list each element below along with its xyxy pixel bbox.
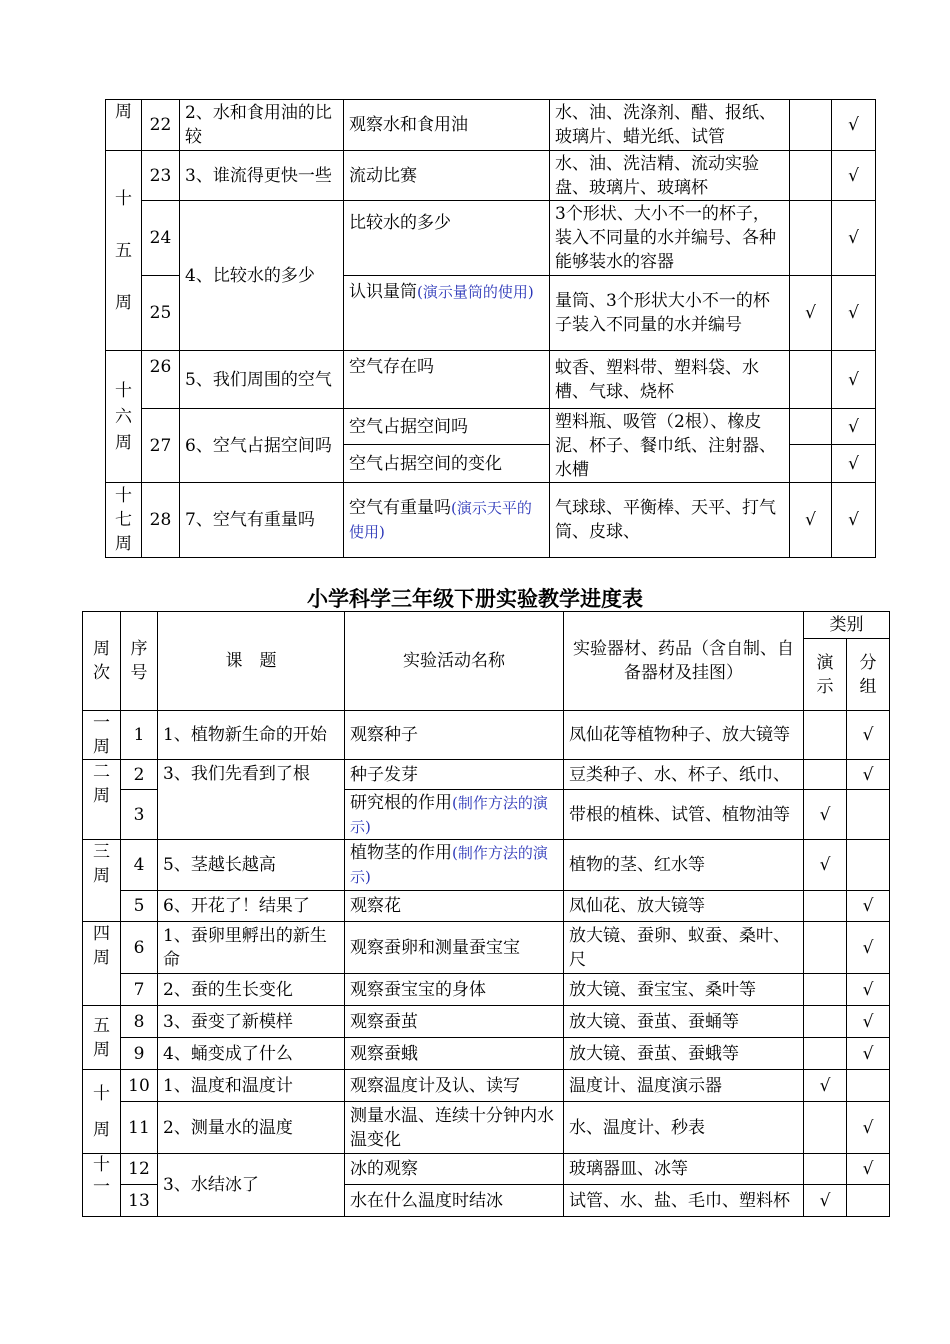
group-cell: √ [847, 711, 890, 760]
table-row [83, 760, 890, 790]
activity-cell: 观察温度计及认、读写 [345, 1070, 564, 1102]
activity-cell [344, 483, 550, 558]
activity-cell: 比较水的多少 [344, 201, 550, 276]
week-cell [83, 922, 121, 1006]
number-cell: 6 [121, 922, 158, 974]
topic-cell: 4、蛹变成了什么 [158, 1038, 345, 1070]
activity-cell: 观察蚕宝宝的身体 [345, 974, 564, 1006]
activity-label: 研究根的作用 [350, 792, 452, 813]
group-cell: √ [847, 760, 890, 790]
topic-cell: 3、蚕变了新模样 [158, 1006, 345, 1038]
number-cell: 25 [142, 276, 180, 351]
table-row [83, 1102, 890, 1154]
week-cell [106, 351, 142, 483]
number-cell: 27 [142, 409, 180, 483]
materials-cell: 量筒、3个形状大小不一的杯子装入不同量的水并编号 [550, 276, 790, 351]
activity-note: (演示量筒的使用) [417, 283, 534, 301]
demo-cell: √ [804, 790, 847, 840]
week-label: 三周 [93, 842, 110, 886]
table-row [83, 974, 890, 1006]
topic-cell: 2、测量水的温度 [158, 1102, 345, 1154]
activity-cell: 冰的观察 [345, 1154, 564, 1185]
week-cell [83, 1006, 121, 1070]
topic-cell: 5、茎越长越高 [158, 840, 345, 891]
week-label: 一周 [93, 713, 110, 757]
topic-cell: 1、植物新生命的开始 [158, 711, 345, 760]
demo-cell [790, 351, 832, 409]
table-row [83, 711, 890, 760]
demo-cell [804, 922, 847, 974]
table-row [83, 840, 890, 891]
week-label: 十七周 [115, 486, 132, 554]
week-cell [83, 1070, 121, 1154]
group-cell: √ [847, 1038, 890, 1070]
table-row [83, 1154, 890, 1185]
group-cell: √ [832, 100, 876, 151]
group-cell: √ [832, 276, 876, 351]
number-cell: 9 [121, 1038, 158, 1070]
materials-cell: 玻璃器皿、冰等 [564, 1154, 804, 1185]
materials-cell: 豆类种子、水、杯子、纸巾、 [564, 760, 804, 790]
topic-cell: 4、比较水的多少 [180, 201, 344, 351]
materials-cell: 带根的植株、试管、植物油等 [564, 790, 804, 840]
group-cell: √ [847, 1154, 890, 1185]
header-category: 类别 [804, 612, 890, 639]
schedule-table [82, 611, 890, 1217]
topic-cell: 7、空气有重量吗 [180, 483, 344, 558]
materials-cell: 植物的茎、红水等 [564, 840, 804, 891]
activity-label: 认识量筒 [349, 282, 417, 302]
materials-cell: 试管、水、盐、毛巾、塑料杯 [564, 1185, 804, 1217]
group-cell: √ [832, 351, 876, 409]
activity-cell: 观察种子 [345, 711, 564, 760]
materials-cell: 水、油、洗洁精、流动实验盘、玻璃片、玻璃杯 [550, 151, 790, 201]
number-cell: 26 [142, 351, 180, 409]
activity-cell [345, 790, 564, 840]
number-cell: 24 [142, 201, 180, 276]
materials-cell: 凤仙花、放大镜等 [564, 891, 804, 922]
demo-cell [790, 151, 832, 201]
activity-cell [345, 840, 564, 891]
materials-cell: 放大镜、蚕宝宝、桑叶等 [564, 974, 804, 1006]
table-row [83, 922, 890, 974]
table-row [83, 1070, 890, 1102]
materials-cell: 放大镜、蚕茧、蚕蛾等 [564, 1038, 804, 1070]
demo-cell [804, 711, 847, 760]
activity-cell: 观察水和食用油 [344, 100, 550, 151]
table-row [106, 409, 876, 445]
materials-cell: 温度计、温度演示器 [564, 1070, 804, 1102]
week-label: 二周 [93, 762, 110, 806]
number-cell: 1 [121, 711, 158, 760]
number-cell: 7 [121, 974, 158, 1006]
activity-cell: 空气占据空间的变化 [344, 445, 550, 483]
week-label: 十一 [93, 1155, 110, 1197]
group-cell: √ [847, 1102, 890, 1154]
number-cell: 23 [142, 151, 180, 201]
number-cell: 2 [121, 760, 158, 790]
schedule-table-continued [105, 99, 876, 558]
group-cell: √ [832, 483, 876, 558]
demo-cell [804, 1006, 847, 1038]
week-cell [106, 151, 142, 351]
topic-cell: 5、我们周围的空气 [180, 351, 344, 409]
week-cell [83, 711, 121, 760]
group-cell: √ [832, 201, 876, 276]
table-row [83, 1006, 890, 1038]
demo-cell [804, 760, 847, 790]
activity-cell [344, 276, 550, 351]
number-cell: 28 [142, 483, 180, 558]
topic-cell: 1、蚕卵里孵出的新生命 [158, 922, 345, 974]
group-cell: √ [847, 922, 890, 974]
week-label: 十六周 [115, 380, 132, 453]
group-cell: √ [832, 445, 876, 483]
materials-cell: 放大镜、蚕茧、蚕蛹等 [564, 1006, 804, 1038]
topic-cell: 3、水结冰了 [158, 1154, 345, 1217]
materials-cell: 3个形状、大小不一的杯子，装入不同量的水并编号、各种能够装水的容器 [550, 201, 790, 276]
materials-cell: 气球球、平衡棒、天平、打气筒、皮球、 [550, 483, 790, 558]
activity-cell: 空气存在吗 [344, 351, 550, 409]
activity-cell: 空气占据空间吗 [344, 409, 550, 445]
demo-cell [790, 201, 832, 276]
table-row [83, 1038, 890, 1070]
header-week: 周次 [83, 612, 121, 711]
table-header-row [83, 612, 890, 639]
activity-note: (演示天平的使用) [349, 499, 532, 541]
week-cell [83, 760, 121, 840]
demo-cell: √ [804, 1185, 847, 1217]
table-row [106, 151, 876, 201]
table-row [83, 891, 890, 922]
number-cell: 13 [121, 1185, 158, 1217]
group-cell: √ [832, 409, 876, 445]
activity-cell: 测量水温、连续十分钟内水温变化 [345, 1102, 564, 1154]
materials-cell: 水、油、洗涤剂、醋、报纸、玻璃片、蜡光纸、试管 [550, 100, 790, 151]
table-row [106, 351, 876, 409]
week-label: 十五周 [115, 188, 132, 313]
topic-cell: 3、谁流得更快一些 [180, 151, 344, 201]
demo-cell [804, 891, 847, 922]
activity-label: 植物茎的作用 [350, 843, 452, 863]
demo-cell [804, 1038, 847, 1070]
demo-cell: √ [790, 276, 832, 351]
header-demo: 演示 [804, 639, 847, 711]
materials-cell: 蚊香、塑料带、塑料袋、水槽、气球、烧杯 [550, 351, 790, 409]
number-cell: 12 [121, 1154, 158, 1185]
number-cell: 4 [121, 840, 158, 891]
number-cell: 5 [121, 891, 158, 922]
demo-cell: √ [804, 1070, 847, 1102]
activity-cell: 观察花 [345, 891, 564, 922]
demo-cell [804, 974, 847, 1006]
header-topic: 课 题 [158, 612, 345, 711]
number-cell: 10 [121, 1070, 158, 1102]
table-row [106, 100, 876, 151]
topic-cell: 2、蚕的生长变化 [158, 974, 345, 1006]
group-cell: √ [832, 151, 876, 201]
group-cell [847, 790, 890, 840]
activity-cell: 观察蚕蛾 [345, 1038, 564, 1070]
table-row [106, 201, 876, 276]
activity-label: 空气有重量吗 [349, 498, 451, 518]
materials-cell: 水、温度计、秒表 [564, 1102, 804, 1154]
header-group: 分组 [847, 639, 890, 711]
table-row [106, 483, 876, 558]
group-cell: √ [847, 974, 890, 1006]
demo-cell [790, 445, 832, 483]
number-cell: 22 [142, 100, 180, 151]
topic-cell: 6、空气占据空间吗 [180, 409, 344, 483]
number-cell: 11 [121, 1102, 158, 1154]
group-cell [847, 1070, 890, 1102]
activity-cell: 种子发芽 [345, 760, 564, 790]
demo-cell [804, 1154, 847, 1185]
week-label: 十周 [93, 1083, 110, 1140]
group-cell: √ [847, 891, 890, 922]
group-cell: √ [847, 1006, 890, 1038]
week-cell: 周 [106, 100, 142, 151]
group-cell [847, 1185, 890, 1217]
topic-cell: 3、我们先看到了根 [158, 760, 345, 840]
week-cell [83, 1154, 121, 1217]
number-cell: 3 [121, 790, 158, 840]
activity-note: (制作方法的演示) [350, 793, 548, 836]
demo-cell: √ [790, 483, 832, 558]
activity-cell: 观察蚕茧 [345, 1006, 564, 1038]
topic-cell: 6、开花了！结果了 [158, 891, 345, 922]
group-cell [847, 840, 890, 891]
demo-cell: √ [804, 840, 847, 891]
header-materials: 实验器材、药品（含自制、自备器材及挂图） [564, 612, 804, 711]
week-label: 五周 [93, 1015, 110, 1060]
materials-cell: 塑料瓶、吸管（2根）、橡皮泥、杯子、餐巾纸、注射器、水槽 [550, 409, 790, 483]
topic-cell: 2、水和食用油的比较 [180, 100, 344, 151]
activity-cell: 观察蚕卵和测量蚕宝宝 [345, 922, 564, 974]
header-activity: 实验活动名称 [345, 612, 564, 711]
materials-cell: 凤仙花等植物种子、放大镜等 [564, 711, 804, 760]
week-cell [83, 840, 121, 922]
demo-cell [790, 409, 832, 445]
materials-cell: 放大镜、蚕卵、蚁蚕、桑叶、尺 [564, 922, 804, 974]
week-label: 四周 [93, 924, 110, 968]
week-cell [106, 483, 142, 558]
topic-cell: 1、温度和温度计 [158, 1070, 345, 1102]
number-cell: 8 [121, 1006, 158, 1038]
activity-cell: 流动比赛 [344, 151, 550, 201]
activity-note: (制作方法的演示) [350, 844, 548, 886]
header-number: 序号 [121, 612, 158, 711]
activity-cell: 水在什么温度时结冰 [345, 1185, 564, 1217]
demo-cell [804, 1102, 847, 1154]
demo-cell [790, 100, 832, 151]
page-title: 小学科学三年级下册实验教学进度表 [307, 587, 643, 611]
